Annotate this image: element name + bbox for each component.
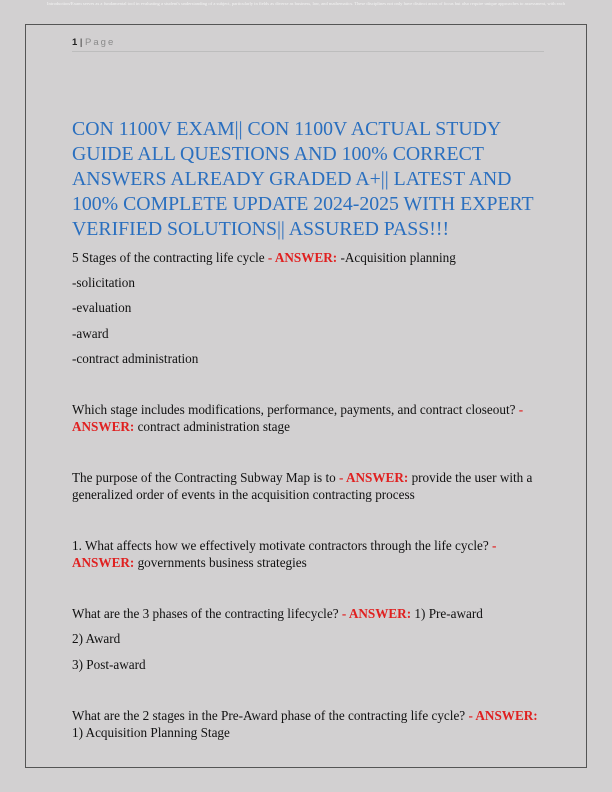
answer-marker: - ANSWER: bbox=[339, 470, 409, 485]
question-text: Which stage includes modifications, performance, payments, and contract closeout? bbox=[72, 402, 519, 417]
answer-marker: - ANSWER: bbox=[72, 402, 524, 434]
answer-marker: - ANSWER: bbox=[72, 538, 497, 570]
qa-item-4 bbox=[72, 537, 542, 571]
answer-text: 1) Acquisition Planning Stage bbox=[72, 725, 230, 740]
answer-text: governments business strategies bbox=[134, 555, 307, 570]
answer-line: 2) Award bbox=[72, 631, 121, 646]
question-text: 5 Stages of the contracting life cycle bbox=[72, 250, 268, 265]
page-header bbox=[72, 37, 544, 52]
page-number: 1 bbox=[72, 37, 78, 48]
page-word: Page bbox=[85, 37, 116, 48]
qa-item-3 bbox=[72, 469, 542, 503]
answer-marker: - ANSWER: bbox=[267, 250, 338, 265]
question-text: What are the 3 phases of the contracting lifecycle? bbox=[72, 606, 342, 621]
qa-item-2 bbox=[72, 401, 542, 435]
document-title: CON 1100V EXAM|| CON 1100V ACTUAL STUDY GUIDE ALL QUESTIONS AND 100% CORRECT ANSWERS ALREADY GRADED A+|| LATEST AND 100% COMPLETE UPDATE 2024-2025 WITH EXPERT VERIFIED SOLUTIONS|| ASSURED PASS!!! bbox=[72, 118, 534, 240]
answer-marker: - ANSWER: bbox=[468, 708, 538, 723]
qa-item-5 bbox=[72, 605, 542, 622]
answer-line: 3) Post-award bbox=[72, 657, 146, 672]
question-text: What are the 2 stages in the Pre-Award phase of the contracting life cycle? bbox=[72, 708, 469, 723]
qa-item-6 bbox=[72, 707, 542, 741]
answer-text: contract administration stage bbox=[134, 419, 290, 434]
answer-line: -award bbox=[72, 326, 109, 341]
watermark-text: Introduction/Exam serves as a fundamental tool in evaluating a student's understanding of a subject, particularly in fields as diverse as business, law, and mathematics. These disciplines not only have distinct areas of focus but also require unique approaches to assessment, with each bbox=[46, 1, 566, 6]
answer-marker: - ANSWER: bbox=[341, 606, 412, 621]
answer-text: provide the user with a generalized order of events in the acquisition contracting process bbox=[72, 470, 533, 502]
page-separator: | bbox=[77, 37, 86, 48]
answer-line: -solicitation bbox=[72, 275, 135, 290]
answer-text: 1) Pre-award bbox=[411, 606, 483, 621]
question-text: The purpose of the Contracting Subway Map is to bbox=[72, 470, 340, 485]
answer-line: -evaluation bbox=[72, 300, 132, 315]
qa-item-1 bbox=[72, 249, 542, 266]
answer-text: -Acquisition planning bbox=[337, 250, 456, 265]
answer-line: -contract administration bbox=[72, 351, 199, 366]
question-text: 1. What affects how we effectively motivate contractors through the life cycle? bbox=[72, 538, 493, 553]
